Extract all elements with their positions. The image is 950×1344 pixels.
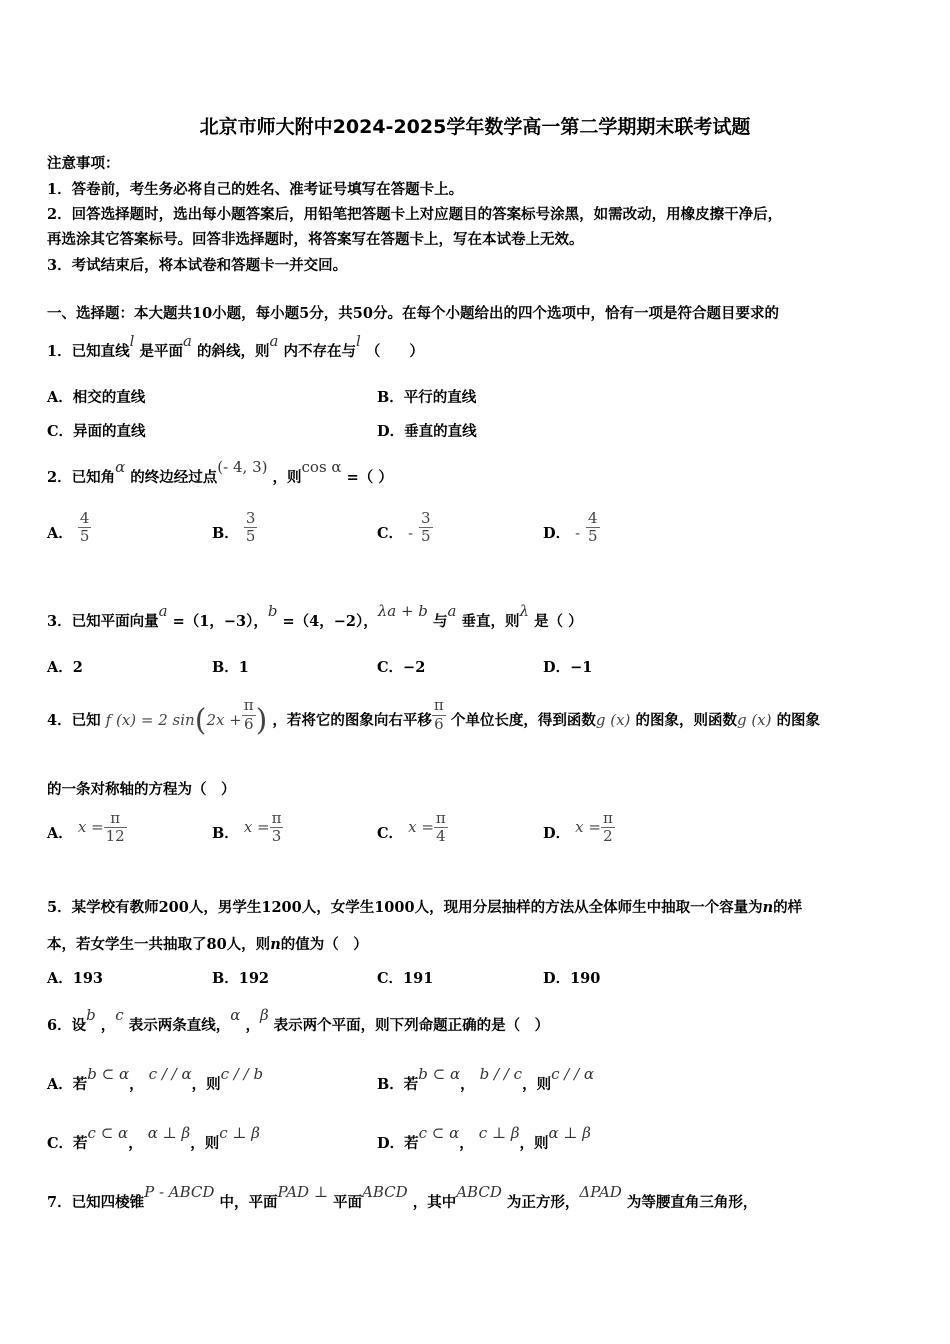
q1-math: l	[129, 332, 135, 350]
fraction	[270, 810, 284, 846]
notice-item: 3．考试结束后，将本试卷和答题卡一并交回。	[47, 257, 348, 274]
denominator: 3	[271, 827, 282, 846]
option-math: c ⊥ β	[219, 1124, 260, 1142]
q4-math: g (x)	[595, 711, 631, 729]
option-label: D．	[543, 824, 571, 842]
q6-text: ，	[100, 1017, 116, 1034]
q3-math: λ	[519, 602, 529, 620]
option-math: x =	[408, 817, 434, 836]
q2-text: 2．已知角	[47, 469, 116, 486]
q1-option-a[interactable]: A．相交的直线	[47, 389, 146, 406]
q3-text: =（1，−3），	[172, 613, 268, 630]
option-label: A．若	[47, 1076, 88, 1093]
fraction	[78, 510, 92, 546]
question-4	[47, 696, 821, 741]
q6-text: 表示两条直线，	[128, 1017, 231, 1034]
q3-text: 是（ ）	[534, 613, 583, 630]
option-math: x =	[77, 817, 104, 836]
fraction	[244, 510, 258, 546]
q5-text: 本，若女学生一共抽取了80人，则	[47, 936, 271, 953]
q5-option-b[interactable]: B．192	[212, 970, 270, 987]
q5-option-d[interactable]: D．190	[543, 970, 601, 987]
q5-text: 的值为（ ）	[280, 936, 368, 953]
option-label: C．若	[47, 1135, 88, 1152]
fraction	[419, 510, 433, 546]
q1-option-b[interactable]: B．平行的直线	[377, 389, 477, 406]
q5-option-c[interactable]: C．191	[377, 970, 434, 987]
fraction	[601, 810, 615, 846]
q4-function: f (x) = 2 sin	[105, 711, 195, 729]
option-label: C．	[377, 524, 404, 542]
numerator: π	[104, 810, 127, 828]
notice-item: 再选涂其它答案标号。回答非选择题时，将答案写在答题卡上，写在本试卷上无效。	[47, 231, 584, 248]
question-6	[47, 1006, 550, 1035]
denominator: 6	[243, 714, 254, 733]
option-text: ，则	[519, 1135, 549, 1152]
q2-text: ，则	[272, 469, 302, 486]
q4-text: ，若将它的图象向右平移	[272, 712, 432, 729]
q7-math: ABCD	[456, 1183, 502, 1201]
numerator: 4	[79, 509, 90, 527]
q4-option-c[interactable]	[377, 809, 448, 852]
q4-continuation: 的一条对称轴的方程为（ ）	[47, 781, 236, 798]
fraction	[586, 510, 600, 546]
option-text: ，	[459, 1135, 474, 1152]
option-math: c / / b	[220, 1065, 264, 1083]
q2-option-a[interactable]	[47, 509, 91, 552]
option-math: b ⊂ α	[87, 1065, 130, 1083]
fraction	[104, 810, 127, 846]
fraction	[432, 697, 446, 733]
q1-option-c[interactable]: C．异面的直线	[47, 423, 146, 440]
question-3	[47, 602, 583, 631]
option-label: D．若	[377, 1135, 419, 1152]
q1-text: 1．已知直线	[47, 343, 130, 360]
option-math: c ⊥ β	[478, 1124, 520, 1142]
numerator: π	[435, 809, 446, 827]
q7-text: 为正方形，	[506, 1194, 580, 1211]
q7-text: 中，平面	[219, 1194, 278, 1211]
q3-math: a	[447, 602, 457, 620]
q5-option-a[interactable]: A．193	[47, 970, 104, 987]
q6-option-b[interactable]	[377, 1065, 595, 1094]
q3-math: a	[158, 602, 168, 620]
option-math: c ⊂ α	[418, 1124, 460, 1142]
q3-math: λa + b	[377, 602, 428, 620]
option-math: b / / c	[479, 1065, 523, 1083]
q4-text: 的图象	[776, 712, 821, 729]
q4-text: 4．已知	[47, 712, 101, 729]
q2-math: (- 4, 3)	[217, 458, 268, 476]
q4-option-b[interactable]	[212, 809, 283, 852]
denominator: 2	[603, 827, 613, 846]
q3-text: =（4，−2），	[282, 613, 378, 630]
option-label: D．	[543, 524, 571, 542]
q2-text: =（ ）	[346, 469, 393, 486]
notice-heading: 注意事项：	[47, 155, 120, 172]
option-text: ，则	[522, 1076, 552, 1093]
option-math: x =	[243, 817, 270, 836]
q1-math: l	[356, 332, 361, 350]
right-paren: )	[255, 703, 268, 738]
q7-math: ABCD	[362, 1183, 408, 1201]
q6-option-a[interactable]	[47, 1065, 264, 1094]
q6-text: 6．设	[47, 1017, 87, 1034]
q6-math: b	[86, 1006, 96, 1024]
denominator: 12	[105, 827, 125, 846]
q4-text: 个单位长度，得到函数	[450, 712, 596, 729]
q1-text: （ ）	[365, 343, 424, 360]
q7-text: 7．已知四棱锥	[47, 1194, 145, 1211]
q3-text: 3．已知平面向量	[47, 613, 159, 630]
option-label: B．	[212, 524, 239, 542]
q6-option-c[interactable]	[47, 1124, 260, 1153]
q6-math: α	[230, 1006, 241, 1024]
q7-text: 平面	[333, 1194, 363, 1211]
q2-option-c[interactable]	[377, 509, 433, 552]
q4-text: 的图象，则函数	[635, 712, 737, 729]
option-text: ，	[460, 1076, 475, 1093]
option-label: A．	[47, 524, 73, 542]
notice-item: 1．答卷前，考生务必将自己的姓名、准考证号填写在答题卡上。	[47, 181, 464, 198]
denominator: 5	[245, 527, 256, 546]
q1-math: a	[269, 332, 279, 350]
q4-option-a[interactable]	[47, 809, 127, 852]
q6-option-d[interactable]	[377, 1124, 591, 1153]
q1-text: 是平面	[139, 343, 183, 360]
q1-text: 的斜线，则	[196, 343, 270, 360]
q7-math: PAD ⊥	[277, 1183, 328, 1201]
numerator: π	[271, 809, 282, 827]
q4-math: g (x)	[736, 711, 772, 729]
q3-math: b	[267, 602, 278, 620]
fraction	[242, 697, 256, 733]
notice-item: 2．回答选择题时，选出每小题答案后，用铅笔把答题卡上对应题目的答案标号涂黑，如需改动，用橡皮擦干净后，	[47, 206, 783, 223]
q4-option-d[interactable]	[543, 809, 615, 852]
q5-text: 5．某学校有教师200人，男学生1200人，女学生1000人，现用分层抽样的方法从全体师生中抽取一个容量为	[47, 899, 763, 916]
q7-text: 为等腰直角三角形，	[626, 1194, 758, 1211]
q7-math: ΔPAD	[579, 1183, 622, 1201]
numerator: 3	[421, 509, 431, 527]
page-title: 北京市师大附中2024-2025学年数学高一第二学期期末联考试题	[199, 116, 751, 138]
q5-variable: n	[762, 899, 774, 916]
q3-option-a[interactable]: A．2	[47, 659, 83, 676]
q5-text: 的样	[773, 899, 803, 916]
question-5	[47, 896, 802, 917]
option-text: ，则	[190, 1135, 220, 1152]
denominator: 4	[436, 827, 446, 846]
q5-variable: n	[270, 936, 281, 953]
option-math: c ⊂ α	[87, 1124, 129, 1142]
q5-continuation	[47, 933, 368, 954]
q3-text: 与	[432, 613, 448, 630]
minus-sign: -	[408, 525, 414, 542]
option-text: ，	[129, 1076, 144, 1093]
q1-math: a	[182, 332, 192, 350]
option-text: ，	[128, 1135, 143, 1152]
q6-math: β	[259, 1006, 269, 1024]
numerator: π	[602, 809, 613, 827]
option-math: x =	[575, 817, 601, 836]
q2-math: α	[115, 458, 126, 476]
denominator: 5	[588, 527, 598, 546]
fraction	[434, 810, 448, 846]
option-math: c / / α	[551, 1065, 595, 1083]
left-paren: (	[194, 703, 207, 738]
q1-text: 内不存在与	[283, 343, 356, 360]
numerator: 4	[588, 509, 598, 527]
option-label: A．	[47, 824, 73, 842]
q4-argument: 2x +	[206, 711, 242, 729]
denominator: 5	[79, 527, 90, 546]
denominator: 5	[421, 527, 431, 546]
option-label: C．	[377, 824, 404, 842]
q3-option-d[interactable]: D．−1	[543, 659, 593, 676]
option-math: c / / α	[148, 1065, 192, 1083]
q7-math: P - ABCD	[144, 1183, 215, 1201]
q2-option-b[interactable]	[212, 509, 257, 552]
numerator: π	[433, 696, 444, 715]
option-text: ，则	[191, 1076, 221, 1093]
option-math: α ⊥ β	[147, 1124, 191, 1142]
option-label: B．若	[377, 1076, 419, 1093]
q3-option-b[interactable]: B．1	[212, 659, 249, 676]
q2-option-d[interactable]	[543, 509, 600, 552]
q3-option-c[interactable]: C．−2	[377, 659, 426, 676]
question-7	[47, 1183, 758, 1212]
section-heading: 一、选择题：本大题共10小题，每小题5分，共50分。在每个小题给出的四个选项中，恰有一项是符合题目要求的	[47, 305, 779, 322]
numerator: π	[243, 696, 254, 715]
q6-text: ，	[245, 1017, 260, 1034]
q7-text: ，其中	[412, 1194, 457, 1211]
numerator: 3	[245, 509, 256, 527]
q1-option-d[interactable]: D．垂直的直线	[377, 423, 477, 440]
q2-text: 的终边经过点	[130, 469, 218, 486]
question-2	[47, 458, 393, 487]
option-math: b ⊂ α	[418, 1065, 461, 1083]
option-label: B．	[212, 824, 239, 842]
question-1	[47, 332, 424, 361]
q2-math: cos α	[301, 458, 342, 476]
q3-text: 垂直，则	[461, 613, 520, 630]
q6-math: c	[115, 1006, 124, 1024]
minus-sign: -	[575, 525, 581, 542]
q6-text: 表示两个平面，则下列命题正确的是（ ）	[273, 1017, 550, 1034]
option-math: α ⊥ β	[548, 1124, 591, 1142]
denominator: 6	[434, 714, 444, 733]
